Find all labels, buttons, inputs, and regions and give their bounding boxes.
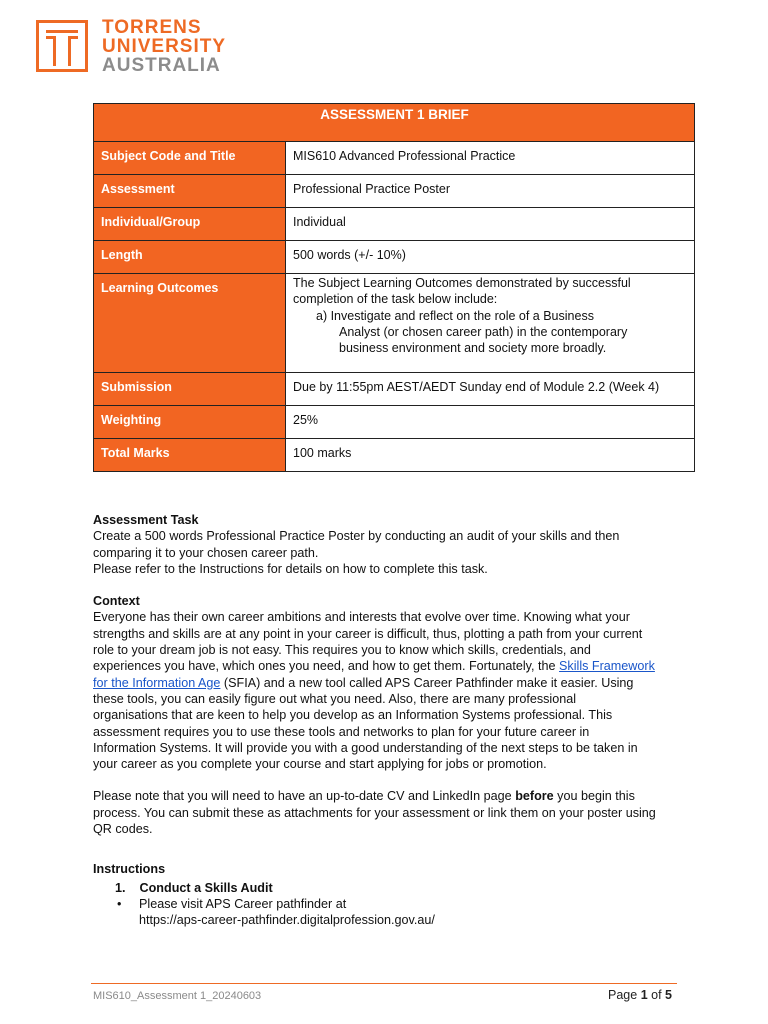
instructions-heading: Instructions — [93, 862, 166, 877]
note-line-2: process. You can submit these as attachments for your assessment or link them on your poster using — [93, 805, 656, 820]
footer-divider — [91, 983, 677, 984]
context-line-1: Everyone has their own career ambitions and interests that evolve over time. Knowing what your — [93, 610, 630, 625]
row-label-learning-outcomes: Learning Outcomes — [94, 274, 286, 373]
context-line-10: your career as you complete your course and start applying for jobs or promotion. — [93, 757, 547, 772]
context-line-6: these tools, you can easily figure out what you need. Also, there are many professional — [93, 691, 577, 706]
context-line-5 — [93, 675, 693, 691]
assessment-task-heading: Assessment Task — [93, 513, 199, 527]
logo-line-torrens: TORRENS — [102, 17, 202, 38]
lo-intro-2: completion of the task below include: — [293, 292, 498, 307]
row-label-individual-group: Individual/Group — [94, 208, 286, 241]
context-line-5-text: (SFIA) and a new tool called APS Career Pathfinder make it easier. Using — [220, 675, 634, 690]
row-value-submission: Due by 11:55pm AEST/AEDT Sunday end of Module 2.2 (Week 4) — [286, 373, 695, 406]
instruction-bullet-1 — [93, 896, 693, 929]
table-row — [94, 373, 695, 406]
row-value-assessment: Professional Practice Poster — [286, 175, 695, 208]
torrens-logo — [36, 18, 236, 76]
page-total: 5 — [665, 988, 672, 1002]
table-row — [94, 406, 695, 439]
table-row — [94, 208, 695, 241]
page-of: of — [651, 988, 662, 1002]
table-row — [94, 274, 695, 373]
row-value-learning-outcomes — [286, 274, 695, 373]
lo-item-3: business environment and society more broadly. — [339, 341, 607, 356]
lo-item-1: a) Investigate and reflect on the role of a Business — [316, 308, 594, 323]
note-line-1 — [93, 788, 693, 804]
brief-body — [93, 512, 693, 929]
task-line-2: comparing it to your chosen career path. — [93, 545, 319, 560]
sfia-link-part-1[interactable]: Skills Framework — [559, 659, 655, 674]
page-word: Page — [608, 988, 638, 1002]
step-number: 1. — [115, 880, 126, 895]
row-label-submission: Submission — [94, 373, 286, 406]
context-line-7: organisations that are keen to help you develop as an Information Systems professional. This — [93, 708, 613, 723]
table-row — [94, 175, 695, 208]
context-line-9: Information Systems. It will provide you with a good understanding of the next steps to be taken in — [93, 740, 638, 755]
row-label-assessment: Assessment — [94, 175, 286, 208]
sfia-link-part-2[interactable]: for the Information Age — [93, 675, 221, 690]
logo-line-university: UNIVERSITY — [102, 36, 227, 57]
context-heading: Context — [93, 594, 140, 609]
lo-intro-1: The Subject Learning Outcomes demonstrated by successful — [293, 276, 631, 290]
task-line-3: Please refer to the Instructions for details on how to complete this task. — [93, 561, 488, 576]
table-row — [94, 439, 695, 472]
bullet-text-2: https://aps-career-pathfinder.digitalprofession.gov.au/ — [139, 913, 435, 928]
row-value-total-marks: 100 marks — [286, 439, 695, 472]
step-label: Conduct a Skills Audit — [139, 880, 273, 895]
note-line-3: QR codes. — [93, 822, 153, 837]
note-line-1c: you begin this — [553, 789, 635, 804]
brief-title: ASSESSMENT 1 BRIEF — [94, 104, 695, 142]
row-value-subject: MIS610 Advanced Professional Practice — [286, 142, 695, 175]
row-value-length: 500 words (+/- 10%) — [286, 241, 695, 274]
torrens-logo-wordmark — [102, 18, 226, 75]
note-line-1a: Please note that you will need to have an up-to-date CV and LinkedIn page — [93, 789, 516, 804]
note-emphasis-before: before — [515, 789, 554, 804]
lo-item-2: Analyst (or chosen career path) in the contemporary — [339, 324, 628, 339]
assessment-brief-table — [93, 103, 695, 472]
context-line-4 — [93, 658, 693, 674]
logo-line-australia: AUSTRALIA — [102, 55, 221, 76]
row-label-subject: Subject Code and Title — [94, 142, 286, 175]
page-current: 1 — [640, 988, 648, 1002]
bullet-dot-icon: • — [117, 896, 122, 911]
context-line-8: assessment requires you to use these tools and networks to plan for your future career in — [93, 724, 590, 739]
row-label-length: Length — [94, 241, 286, 274]
bullet-text-1: Please visit APS Career pathfinder at — [139, 896, 347, 911]
table-row — [94, 142, 695, 175]
row-value-individual-group: Individual — [286, 208, 695, 241]
task-line-1: Create a 500 words Professional Practice Poster by conducting an audit of your skills and then — [93, 529, 620, 544]
footer-page-number — [608, 988, 672, 1002]
row-label-weighting: Weighting — [94, 406, 286, 439]
context-line-2: strengths and skills are at any point in your career is difficult, thus, plotting a path from your current — [93, 626, 643, 641]
context-line-4-text: experiences you have, which ones you need, and how to get them. Fortunately, the — [93, 659, 560, 674]
instruction-step-1 — [93, 880, 693, 896]
row-value-weighting: 25% — [286, 406, 695, 439]
row-label-total-marks: Total Marks — [94, 439, 286, 472]
context-line-3: role to your dream job is not easy. This requires you to know which skills, credentials, and — [93, 643, 591, 658]
table-row — [94, 241, 695, 274]
footer-doc-id: MIS610_Assessment 1_20240603 — [93, 990, 262, 1002]
torrens-logo-mark-icon — [36, 20, 88, 72]
